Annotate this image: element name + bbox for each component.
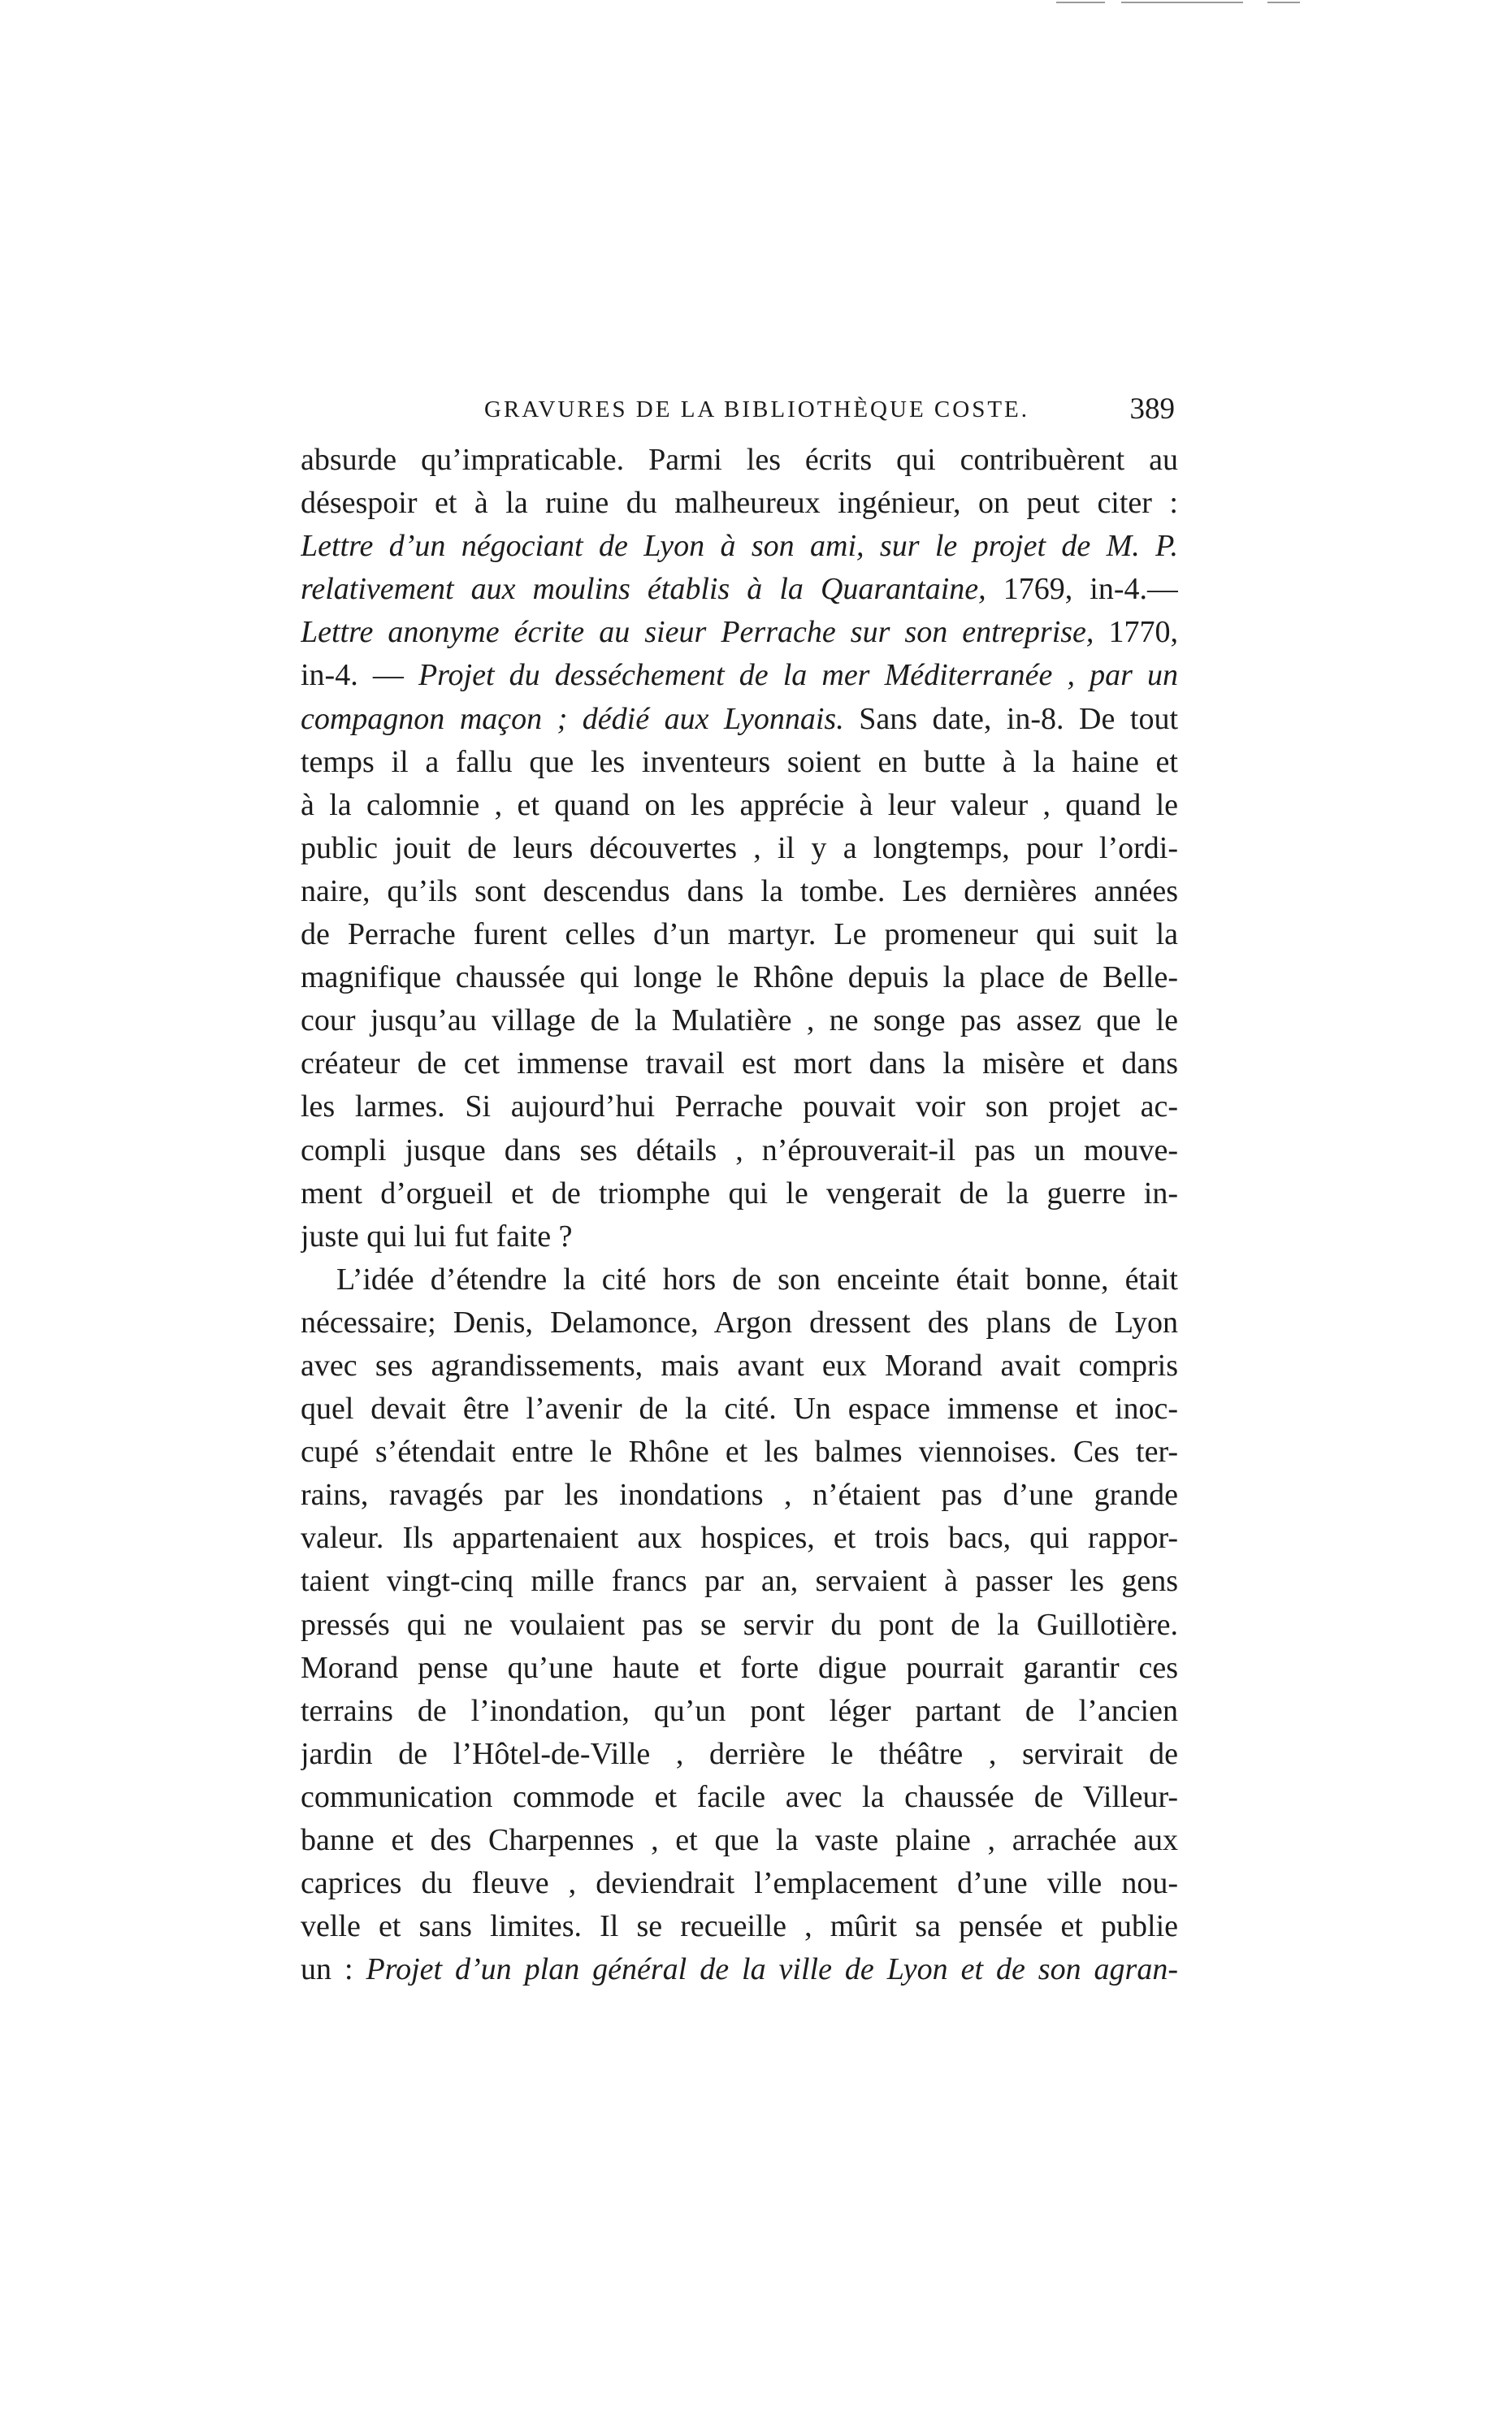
text-line — [301, 1085, 1178, 1128]
text-line — [301, 1215, 1178, 1258]
text-line — [301, 1819, 1178, 1862]
text-line — [301, 1258, 1178, 1301]
text-run: rains, ravagés par les inondations , n’étaient pas d’une grande — [301, 1478, 1178, 1513]
text-line — [301, 1431, 1178, 1474]
text-line — [301, 1172, 1178, 1215]
text-line — [301, 1776, 1178, 1819]
text-line — [301, 525, 1178, 568]
text-run: in-4. — — [301, 658, 418, 693]
text-run: avec ses agrandissements, mais avant eux Morand avait compris — [301, 1348, 1178, 1383]
text-line — [301, 1474, 1178, 1517]
text-run: créateur de cet immense travail est mort dans la misère et dans — [301, 1046, 1178, 1081]
italic-text: compagnon maçon ; dédié aux Lyonnais. — [301, 701, 844, 736]
page-number: 389 — [1129, 392, 1175, 426]
text-run: naire, qu’ils sont descendus dans la tombe. Les dernières années — [301, 873, 1178, 908]
running-head — [484, 392, 1175, 434]
text-run: juste qui lui fut faite ? — [301, 1219, 573, 1254]
text-run: compli jusque dans ses détails , n’éprouverait-il pas un mouve- — [301, 1133, 1178, 1167]
text-run: désespoir et à la ruine du malheureux ingénieur, on peut citer : — [301, 486, 1178, 521]
text-run: les larmes. Si aujourd’hui Perrache pouvait voir son projet ac- — [301, 1089, 1178, 1124]
text-line — [301, 1560, 1178, 1603]
text-line — [301, 1905, 1178, 1948]
text-run: Morand pense qu’une haute et forte digue pourrait garantir ces — [301, 1650, 1178, 1685]
text-run: communication commode et facile avec la chaussée de Villeur- — [301, 1779, 1178, 1814]
italic-text: Projet du desséchement de la mer Méditerranée , par un — [418, 658, 1178, 693]
text-run: de Perrache furent celles d’un martyr. Le promeneur qui suit la — [301, 917, 1178, 952]
text-line — [301, 1604, 1178, 1647]
text-run: public jouit de leurs découvertes , il y a longtemps, pour l’ordi- — [301, 830, 1178, 865]
text-line — [301, 568, 1178, 611]
text-line — [301, 827, 1178, 870]
text-line — [301, 999, 1178, 1042]
text-run: pressés qui ne voulaient pas se servir du pont de la Guillotière. — [301, 1607, 1178, 1642]
text-line — [301, 1517, 1178, 1560]
text-line — [301, 1948, 1178, 1991]
text-run: à la calomnie , et quand on les apprécie à leur valeur , quand le — [301, 787, 1178, 822]
text-line — [301, 654, 1178, 697]
text-run: caprices du fleuve , deviendrait l’emplacement d’une ville nou- — [301, 1866, 1178, 1901]
text-line — [301, 1042, 1178, 1085]
text-run: L’idée d’étendre la cité hors de son enceinte était bonne, était — [336, 1262, 1178, 1297]
text-line — [301, 1129, 1178, 1172]
text-line — [301, 870, 1178, 913]
text-run: absurde qu’impraticable. Parmi les écrits qui contribuèrent au — [301, 443, 1178, 477]
body-text — [301, 439, 1178, 1991]
text-run: cupé s’étendait entre le Rhône et les balmes viennoises. Ces ter- — [301, 1435, 1178, 1470]
text-run: ment d’orgueil et de triomphe qui le vengerait de la guerre in- — [301, 1176, 1178, 1211]
text-run: cour jusqu’au village de la Mulatière , ne songe pas assez que le — [301, 1003, 1178, 1038]
text-run: magnifique chaussée qui longe le Rhône depuis la place de Belle- — [301, 960, 1178, 995]
text-line — [301, 1647, 1178, 1690]
text-line — [301, 1388, 1178, 1431]
text-run: banne et des Charpennes , et que la vaste plaine , arrachée aux — [301, 1823, 1178, 1857]
text-run: temps il a fallu que les inventeurs soient en butte à la haine et — [301, 744, 1178, 779]
text-line — [301, 439, 1178, 482]
text-line — [301, 611, 1178, 654]
text-line — [301, 1301, 1178, 1345]
text-line — [301, 913, 1178, 956]
text-run: jardin de l’Hôtel-de-Ville , derrière le théâtre , servirait de — [301, 1736, 1178, 1771]
text-run: taient vingt-cinq mille francs par an, servaient à passer les gens — [301, 1564, 1178, 1599]
italic-text: Projet d’un plan général de la ville de Lyon et de son agran- — [366, 1952, 1178, 1987]
text-line — [301, 741, 1178, 784]
text-run: quel devait être l’avenir de la cité. Un espace immense et inoc- — [301, 1392, 1178, 1427]
text-line — [301, 698, 1178, 741]
text-run: terrains de l’inondation, qu’un pont léger partant de l’ancien — [301, 1693, 1178, 1728]
text-run: 1770, — [1094, 615, 1178, 650]
text-run: valeur. Ils appartenaient aux hospices, et trois bacs, qui rappor- — [301, 1521, 1178, 1556]
text-run: un : — [301, 1952, 366, 1987]
text-run: nécessaire; Denis, Delamonce, Argon dressent des plans de Lyon — [301, 1305, 1178, 1340]
italic-text: relativement aux moulins établis à la Quarantaine, — [301, 572, 986, 607]
text-run: velle et sans limites. Il se recueille , mûrit sa pensée et publie — [301, 1909, 1178, 1944]
text-line — [301, 1690, 1178, 1733]
italic-text: Lettre anonyme écrite au sieur Perrache sur son entreprise, — [301, 615, 1094, 650]
running-title: GRAVURES DE LA BIBLIOTHÈQUE COSTE. — [484, 396, 1029, 422]
text-line — [301, 1862, 1178, 1905]
text-line — [301, 1345, 1178, 1388]
italic-text: Lettre d’un négociant de Lyon à son ami, sur le projet de M. P. — [301, 529, 1178, 564]
text-run: Sans date, in-8. De tout — [843, 701, 1178, 736]
text-run: 1769, in-4.— — [986, 572, 1178, 607]
text-line — [301, 482, 1178, 525]
text-line — [301, 956, 1178, 999]
text-line — [301, 784, 1178, 827]
text-line — [301, 1733, 1178, 1776]
